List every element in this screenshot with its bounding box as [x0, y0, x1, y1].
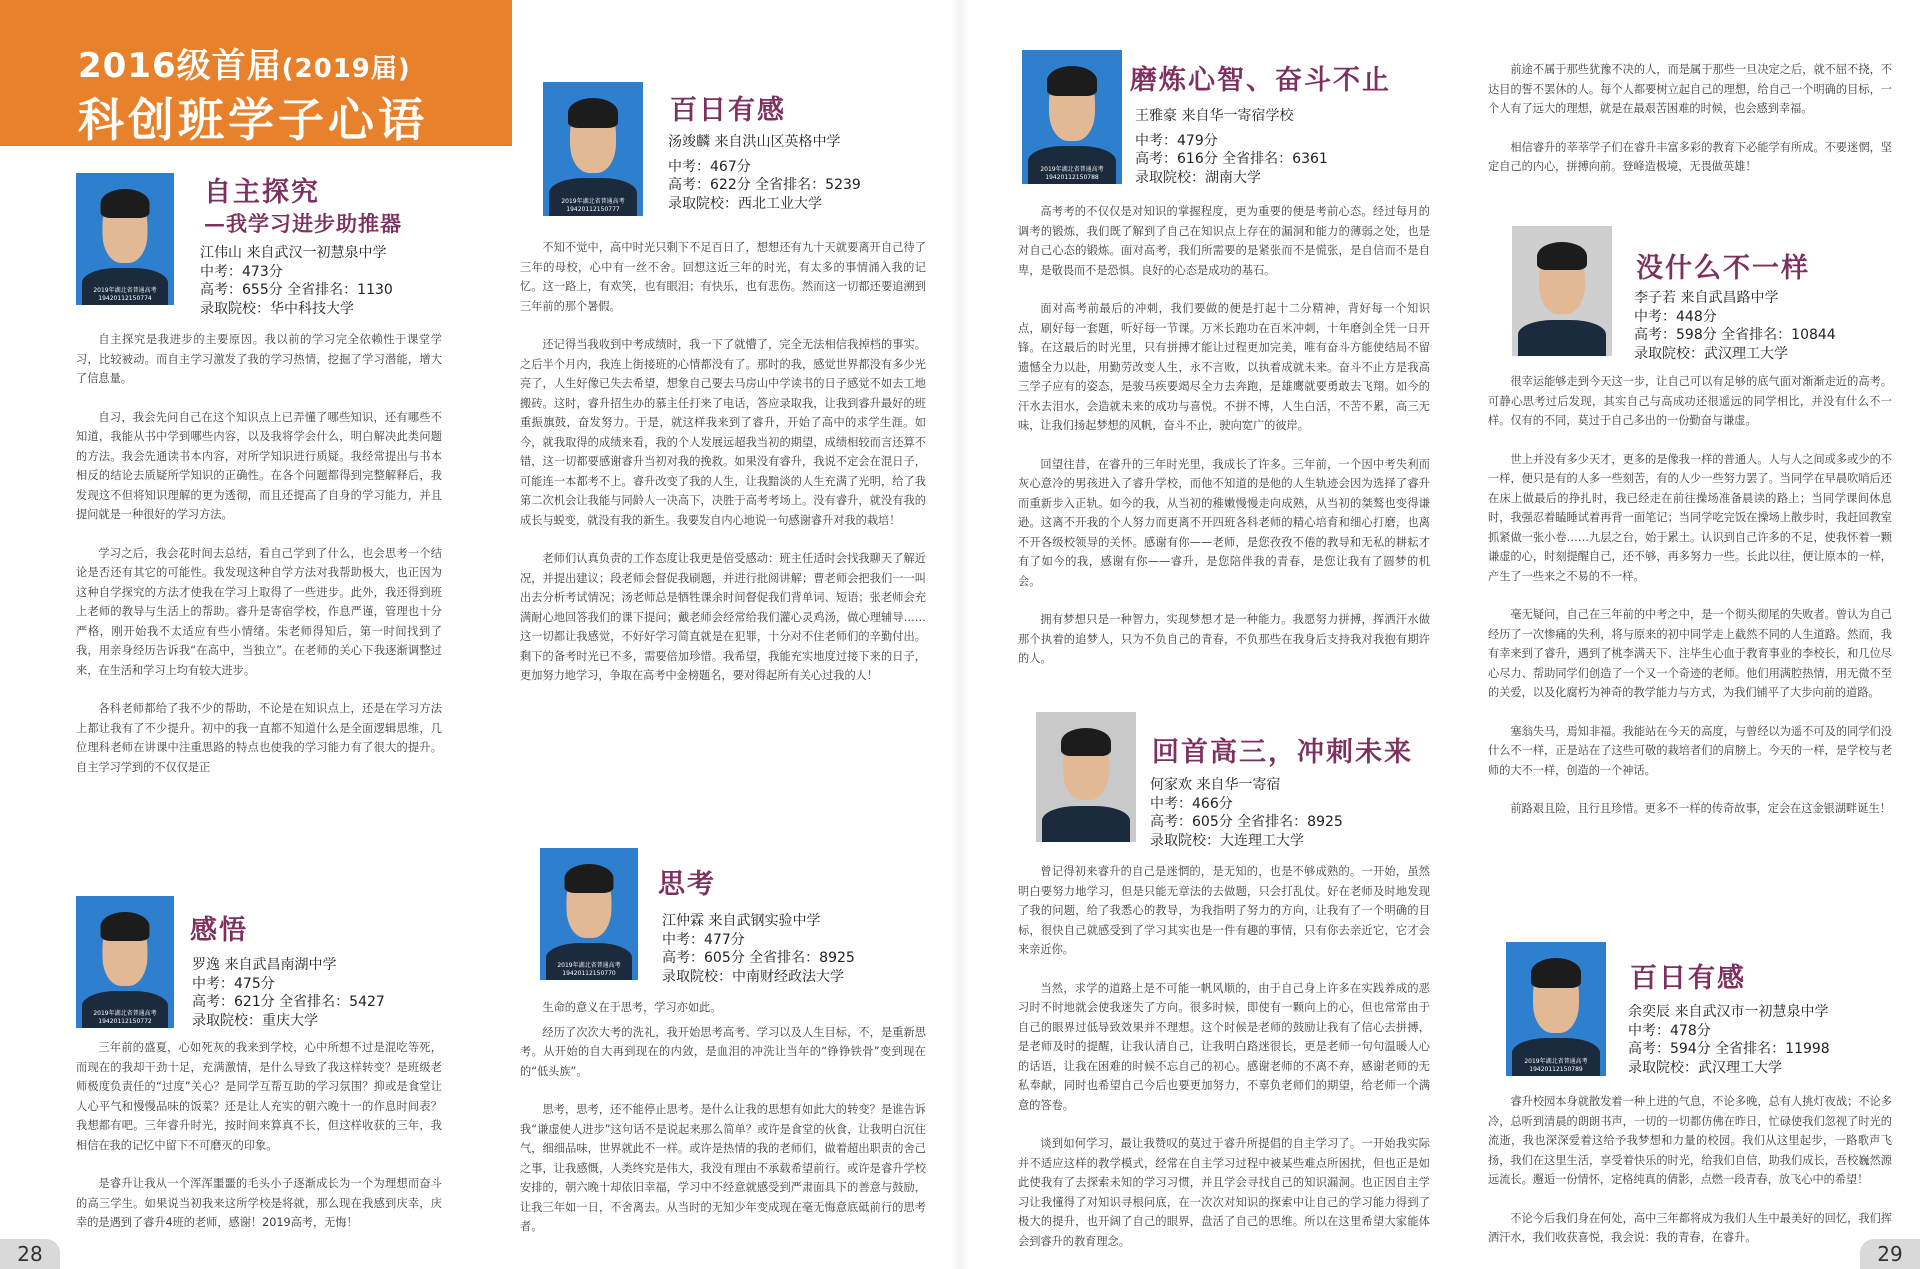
article-title: 思考: [658, 869, 716, 900]
article-body: 前途不属于那些犹豫不决的人，而是属于那些一旦决定之后，就不屈不挠，不达目的誓不罢休的人。每个人都要树立起自己的理想，给自己一个明确的目标，一个人有了远大的理想，就是在最艰苦困难的时候，也会感到幸福。 相信睿升的莘莘学子们在睿升丰富多彩的教育下必能学有所成。不要迷惘，坚定自己的内心，拼搏向前。登峰造极境，无畏做英雄！: [1488, 63, 1892, 173]
article-body: 很幸运能够走到今天这一步，让自己可以有足够的底气面对渐渐走近的高考。可静心思考过后发现，其实自己与高成功还很遥远的同学相比，并没有什么不一样。仅有的不同，莫过于自己多出的一份勤奋与谦虚。 世上并没有多少天才，更多的是像我一样的普通人。人与人之间或多或少的不一样，便只是有的人多一些刻苦，有的人少一些努力罢了。当同学在早晨吹哨后还在床上做最后的挣扎时，我已经走在前往操场准备晨读的路上；当同学课间休息时，我强忍着瞌睡试着再背一面笔记；当同学吃完饭在操场上散步时，我赶回教室抓紧做一张小卷……九层之台，始于累土。认识到自己许多的不足，使我怀着一颗谦虚的心，时刻提醒自己，还不够，再多努力一些。长此以往，便让原本的一样，产生了一些来之不易的不一样。 毫无疑问，自己在三年前的中考之中，是一个彻头彻尾的失败者。曾认为自己经历了一次惨痛的失利，将与原来的初中同学走上截然不同的人生道路。然而，我有幸来到了睿升，遇到了桃李满天下、注毕生心血于教育事业的李校长，和几位尽心尽力、帮助同学们创造了一个又一个奇迹的老师。他们用满腔热情，用无微不至的关爱，以及化腐朽为神奇的教学能力与方式，为我们铺平了大步向前的道路。 塞翁失马，焉知非福。我能站在今天的高度，与曾经以为遥不可及的同学们没什么不一样，正是站在了这些可敬的栽培者们的肩膀上。今天的一样，是学校与老师的大不一样，创造的一个神话。 前路艰且险，且行且珍惜。更多不一样的传奇故事，定会在这金银湖畔诞生！: [1488, 375, 1892, 815]
student-photo: [1036, 712, 1136, 842]
student-info: 汤竣麟 来自洪山区英格中学 中考：467分 高考：622分 全省排名：5239 录取院校：西北工业大学: [668, 134, 861, 212]
student-info: 江伟山 来自武汉一初慧泉中学 中考：473分 高考：655分 全省排名：1130 录取院校：华中科技大学: [200, 245, 393, 317]
student-photo: [1512, 226, 1612, 356]
student-photo: 2019年湖北省普通高考 19420112150788: [1022, 50, 1122, 184]
student-info: 罗逸 来自武昌南湖中学 中考：475分 高考：621分 全省排名：5427 录取院校：重庆大学: [192, 957, 385, 1029]
article-title: 感悟: [190, 915, 248, 946]
student-info: 余奕辰 来自武汉市一初慧泉中学 中考：478分 高考：594分 全省排名：11998 录取院校：武汉理工大学: [1628, 1004, 1830, 1076]
article-title: 百日有感: [1630, 963, 1746, 994]
header-banner: [0, 0, 512, 146]
article-title: 回首高三，冲刺未来: [1152, 737, 1413, 768]
student-photo: 2019年湖北省普通高考 19420112150777: [543, 82, 643, 216]
article-subtitle: —我学习进步助推器: [204, 211, 402, 236]
student-photo: 2019年湖北省普通高考 19420112150774: [76, 173, 174, 305]
student-info: 江仲霖 来自武钢实验中学 中考：477分 高考：605分 全省排名：8925 录取院校：中南财经政法大学: [662, 913, 855, 985]
student-photo: 2019年湖北省普通高考 19420112150772: [76, 896, 174, 1028]
student-photo: 2019年湖北省普通高考 19420112150770: [540, 848, 638, 980]
article-title: 自主探究: [204, 177, 320, 208]
article-body: 生命的意义在于思考，学习亦如此。 经历了次次大考的洗礼，我开始思考高考、学习以及人生目标，不，是重新思考。从开始的自大再到现在的内敛，是血泪的冲洗让当年的“铮铮铁骨”变到现在的“低头族”。 思考，思考，还不能停止思考。是什么让我的思想有如此大的转变？是谁告诉我“谦虚使人进步”这句话不是说起来那么简单？或许是食堂的伙食，让我明白沉住气，细细品味，世界就此不一样。或许是热情的我的老师们，做着超出职责的舍己之事，让我感慨，人类终究是伟大，我没有理由不承载希望前行。或许是睿升学校安排的，朝六晚十却依旧幸福，学习中不经意就感受到严肃面具下的善意与鼓励，让我三年如一日，不舍离去。从当时的无知少年变成现在毫无悔意底砥前行的思考者。: [520, 1001, 926, 1233]
article-title: 磨炼心智、奋斗不止: [1130, 65, 1391, 96]
article-title: 没什么不一样: [1636, 253, 1810, 284]
banner-line2: 科创班学子心语: [78, 93, 428, 147]
article-body: 不知不觉中，高中时光只剩下不足百日了，想想还有九十天就要离开自己待了三年的母校，心中有一丝不舍。回想这近三年的时光，有太多的事情涌入我的记忆。这一路上，有欢笑，也有眼泪；有快乐，也有悲伤。然而这一切都还要追溯到三年前的那个暑假。 还记得当我收到中考成绩时，我一下了就懵了，完全无法相信我掉档的事实。之后半个月内，我连上街接班的心情都没有了。那时的我，感觉世界都没有多少光亮了，人生好像已失去希望，想象自己要去马房山中学读书的日子感觉不如去工地搬砖。这时，睿升招生办的慕主任打来了电话，答应录取我，让我到睿升最好的班重振旗鼓，奋发努力。于是，就这样我来到了睿升，开始了高中的求学生涯。如今，就我取得的成绩来看，我的个人发展远超我当初的期望，成绩相较而言还算不错，这一切都要感谢睿升当初对我的挽救。如果没有睿升，我说不定会在混日子，可能连一本都考不上。睿升改变了我的人生，让我黯淡的人生充满了光明，给了我第二次机会让我能与同龄人一决高下，决胜于高考考场上。没有睿升，就没有我的成长与蜕变，就没有我的新生。我要发自内心地说一句感谢睿升对我的栽培！ 老师们认真负责的工作态度让我更是倍受感动：班主任适时会找我聊天了解近况，并提出建议；段老师会督促我刷题，并进行批阅讲解；曹老师会把我们一一叫出去分析考试情况；汤老师总是牺牲课余时间督促我们背单词、短语；张老师会充满耐心地回答我们的课下提问；戴老师会经常给我们灌心灵鸡汤，做心理辅导……这一切都让我感觉，不好好学习简直就是在犯罪，十分对不住老师们的辛勤付出。剩下的备考时光已不多，需要倍加珍惜。我希望，我能充实地度过接下来的日子，更加努力地学习，争取在高考中金榜题名，要对得起所有关心过我的人！: [520, 241, 926, 682]
banner-line1: 2016级首届(2019届): [78, 46, 411, 86]
article-body: 自主探究是我进步的主要原因。我以前的学习完全依赖性于课堂学习，比较被动。而自主学习激发了我的学习热情，挖掘了学习潜能，增大了信息量。 自习，我会先问自己在这个知识点上已弄懂了哪些知识，还有哪些不知道，我能从书中学到哪些内容，以及我将学会什么，明白解决此类问题的方法。我会先通读书本内容，对所学知识进行质疑。我经常提出与书本相反的结论去质疑所学知识的正确性。在各个问题都得到完整解释后，我发现这不但将知识理解的更为透彻，而且还提高了自身的学习能力，并且提问就是一种很好的学习方法。 学习之后，我会花时间去总结，看自己学到了什么，也会思考一个结论是否还有其它的可能性。我发现这种自学方法对我帮助极大，也正因为这种自学探究的方法才使我在学习上取得了一些进步。此外，我还得到班上老师的教导与生活上的帮助。睿升是寄宿学校，作息严谨，管理也十分严格，刚开始我不太适应有些小情绪。朱老师得知后，第一时间找到了我，用亲身经历告诉我“在高中，当独立”。在老师的关心下我逐渐调整过来，在生活和学习上均有较大进步。 各科老师都给了我不少的帮助，不论是在知识点上，还是在学习方法上都让我有了不少提升。初中的我一直都不知道什么是全面逻辑思维，几位理科老师在讲课中注重思路的特点也使我的学习能力有了很大的提升。自主学习学到的不仅仅是正: [76, 333, 442, 774]
page-number-right: 29: [1860, 1239, 1920, 1269]
student-info: 何家欢 来自华一寄宿 中考：466分 高考：605分 全省排名：8925 录取院校：大连理工大学: [1150, 777, 1343, 849]
article-body: 三年前的盛夏，心如死灰的我来到学校，心中所想不过是混吃等死，而现在的我却干劲十足，充满激情，是什么导致了我这样转变？是班级老师极度负责任的“过度”关心？是同学互帮互助的学习氛围？抑或是食堂让人心平气和慢慢品味的饭菜？还是让人充实的朝六晚十一的作息时间表？我想都有吧。三年睿升时光，按时间来算真不长，但这样收获的三年，我相信在我的记忆中留下不可磨灭的印象。 是睿升让我从一个浑浑噩噩的毛头小子逐渐成长为一个为理想而奋斗的高三学生。如果说当初我来这所学校是将就，那么现在我感到庆幸，庆幸的是遇到了睿升4班的老师，感谢！2019高考，无悔！: [76, 1041, 442, 1229]
article-body: 曾记得初来睿升的自己是迷惘的，是无知的，也是不够成熟的。一开始，虽然明白要努力地学习，但是只能无章法的去做题，只会打乱仗。好在老师及时地发现了我的问题，给了我悉心的教导，为我指明了努力的方向，让我有了一个明确的目标，很快自己就感受到了学习其实也是一件有趣的事情，只有你去亲近它，它才会来亲近你。 当然，求学的道路上是不可能一帆风顺的，由于自己身上许多在实践养成的恶习时不时地就会使我迷失了方向。很多时候，即使有一颗向上的心，但也常常由于自己的眼界过低导致效果并不理想。这个时候是老师的鼓励让我有了信心去拼搏，是老师及时的提醒，让我认清自己，让我明白路迷很长，更是老师一句句温暖人心的话语，让我在困难的时候不忘自己的初心。感谢老师的不离不弃，感谢老师的无私奉献，同时也希望自己今后也要更加努力，不辜负老师们的期望，给老师一个满意的答卷。 谈到如何学习，最让我赞叹的莫过于睿升所提倡的自主学习了。一开始我实际并不适应这样的教学模式，经常在自主学习过程中被某些难点所困扰，但也正是如此使我有了去探索未知的学习习惯，并且学会寻找自己的知识漏洞。也正因自主学习让我懂得了对知识寻根问底，在一次次对知识的探索中让自己的学习能力得到了极大的提升，也开阔了自己的眼界，盘活了自己的思维。所以在这里希望大家能体会到睿升的教育理念。: [1018, 865, 1430, 1248]
page-number-left: 28: [0, 1239, 60, 1269]
article-body: 睿升校园本身就散发着一种上进的气息，不论多晚，总有人挑灯夜战；不论多冷，总听到清晨的朗朗书声，一切的一切都仿佛在昨日，忙碌使我们忽视了时光的流逝，我也深深爱着这给予我梦想和力量的校园。我们从这里起步，一路歌声飞扬，我们在这里生活，享受着快乐的时光，给我们自信，助我们成长，吾校巍然源远流长。邂逅一份情怀，定格纯真的倩影，点燃一段青春，放飞心中的希望！ 不论今后我们身在何处，高中三年都将成为我们人生中最美好的回忆，我们挥洒汗水，我们收获喜悦，我会说：我的青春，在睿升。: [1488, 1095, 1892, 1244]
student-info: 王雅豪 来自华一寄宿学校 中考：479分 高考：616分 全省排名：6361 录取院校：湖南大学: [1135, 108, 1328, 186]
student-photo: 2019年湖北省普通高考 19420112150789: [1506, 942, 1606, 1076]
student-info: 李子若 来自武昌路中学 中考：448分 高考：598分 全省排名：10844 录取院校：武汉理工大学: [1634, 290, 1836, 362]
article-title: 百日有感: [670, 95, 786, 126]
page-spine: [952, 0, 968, 1269]
article-body: 高考考的不仅仅是对知识的掌握程度，更为重要的便是考前心态。经过每月的调考的锻炼，我们既了解到了自己在知识点上存在的漏洞和能力的薄弱之处，也是对自己心态的锻炼。面对高考，我们所需要的是紧张而不是慌张，是自信而不是自卑，是敬畏而不是恐惧。良好的心态是成功的基石。 面对高考前最后的冲刺，我们要做的便是打起十二分精神，背好每一个知识点，刷好每一套题，听好每一节课。万米长跑功在百米冲刺，十年磨剑全凭一日开锋。在这最后的时光里，只有拼搏才能让过程更加完美，唯有奋斗方能使结局不留遗憾全力以赴，用勤劳改变人生，永不言败，以执着成就未来。奋斗不止方是我高三学子应有的姿态，是骏马疾要竭尽全力去奔跑，是雄鹰就要勇敢去飞翔。如今的汗水去泪水，会造就未来的成功与喜悦。不拼不博，人生白活，不苦不累，高三无味，让我们扬起梦想的风帆，奋斗不止，驶向宽广的彼岸。 回望往昔，在睿升的三年时光里，我成长了许多。三年前，一个因中考失利而灰心意冷的男孩进入了睿升学校，而他不知道的是他的人生轨迹会因为选择了睿升而重新步入正轨。如今的我，从当初的稚嫩慢慢走向成熟，从当初的桀骜也变得谦逊。这离不开我的个人努力而更离不开四班各科老师的精心培育和细心打磨，也离不开各级校领导的关怀。感谢有你——老师，是您孜孜不倦的教导和无私的耕耘才有了如今的我，感谢有你——睿升，是您陪伴我的青春，是您让我有了圆梦的机会。 拥有梦想只是一种智力，实现梦想才是一种能力。我愿努力拼搏，挥洒汗水做那个执着的追梦人，只为不负自己的青春，不负那些在我身后支持我对我抱有期许的人。: [1018, 205, 1430, 665]
